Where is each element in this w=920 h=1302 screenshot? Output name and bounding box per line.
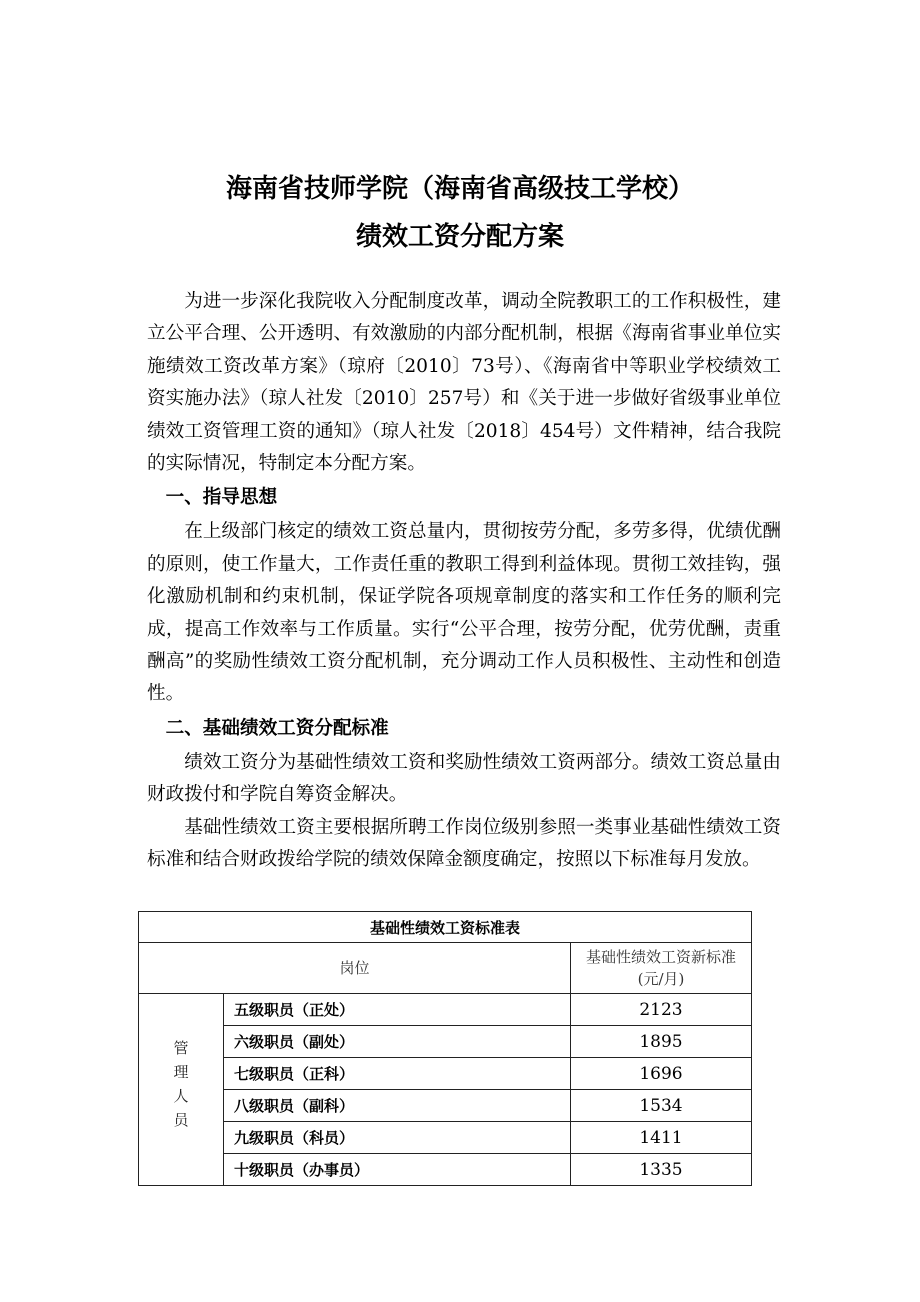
paragraph: 绩效工资分为基础性绩效工资和奖励性绩效工资两部分。绩效工资总量由财政拨付和学院自筹资金解决。: [147, 751, 781, 806]
section-heading: 一、指导思想: [165, 487, 278, 509]
table-row: [139, 994, 752, 1026]
paragraph: 在上级部门核定的绩效工资总量内，贯彻按劳分配，多劳多得，优绩优酬的原则，使工作量大，工作责任重的教职工得到利益体现。贯彻工效挂钩，强化激励机制和约束机制，保证学院各项规章制度的落实和工作任务的顺利完成，提高工作效率与工作质量。实行“公平合理，按劳分配，优劳优酬，责重酬高”的奖励性绩效工资分配机制，充分调动工作人员积极性、主动性和创造性。: [147, 521, 781, 705]
header-standard-line1: 基础性绩效工资新标准: [585, 948, 736, 966]
table-caption: 基础性绩效工资标准表: [139, 912, 752, 943]
paragraph: 基础性绩效工资主要根据所聘工作岗位级别参照一类事业基础性绩效工资标准和结合财政拨给学院的绩效保障金额度确定，按照以下标准每月发放。: [147, 816, 781, 871]
table-row: [139, 1058, 752, 1090]
table-row: [139, 1154, 752, 1186]
table-row: [139, 1122, 752, 1154]
section-heading: 二、基础绩效工资分配标准: [165, 717, 389, 739]
group-cell: [139, 994, 224, 1186]
table-row: [139, 1090, 752, 1122]
value-cell: 1411: [571, 1122, 752, 1154]
header-standard-line2: (元/月): [637, 970, 685, 988]
post-cell: 五级职员（正处）: [224, 994, 571, 1026]
post-cell: 九级职员（科员）: [224, 1122, 571, 1154]
value-cell: 1534: [571, 1090, 752, 1122]
post-cell: 十级职员（办事员）: [224, 1154, 571, 1186]
document-body: [147, 286, 781, 877]
table-row: [139, 1026, 752, 1058]
group-label: 管理人员: [171, 1039, 190, 1136]
salary-standard-table: [138, 911, 752, 1186]
document-title: 海南省技师学院（海南省高级技工学校）: [225, 174, 694, 204]
post-cell: 七级职员（正科）: [224, 1058, 571, 1090]
post-cell: 六级职员（副处）: [224, 1026, 571, 1058]
intro-paragraph: 为进一步深化我院收入分配制度改革，调动全院教职工的工作积极性，建立公平合理、公开透明、有效激励的内部分配机制，根据《海南省事业单位实施绩效工资改革方案》（琼府〔2010〕73号）、《海南省中等职业学校绩效工资实施办法》（琼人社发〔2010〕257号）和《关于进一步做好省级事业单位绩效工资管理工资的通知》（琼人社发〔2018〕454号）文件精神，结合我院的实际情况，特制定本分配方案。: [147, 291, 781, 475]
value-cell: 1335: [571, 1154, 752, 1186]
value-cell: 1696: [571, 1058, 752, 1090]
document-subtitle: 绩效工资分配方案: [355, 222, 564, 252]
value-cell: 2123: [571, 994, 752, 1026]
value-cell: 1895: [571, 1026, 752, 1058]
header-post: 岗位: [139, 943, 571, 994]
post-cell: 八级职员（副科）: [224, 1090, 571, 1122]
header-standard: [571, 943, 752, 994]
